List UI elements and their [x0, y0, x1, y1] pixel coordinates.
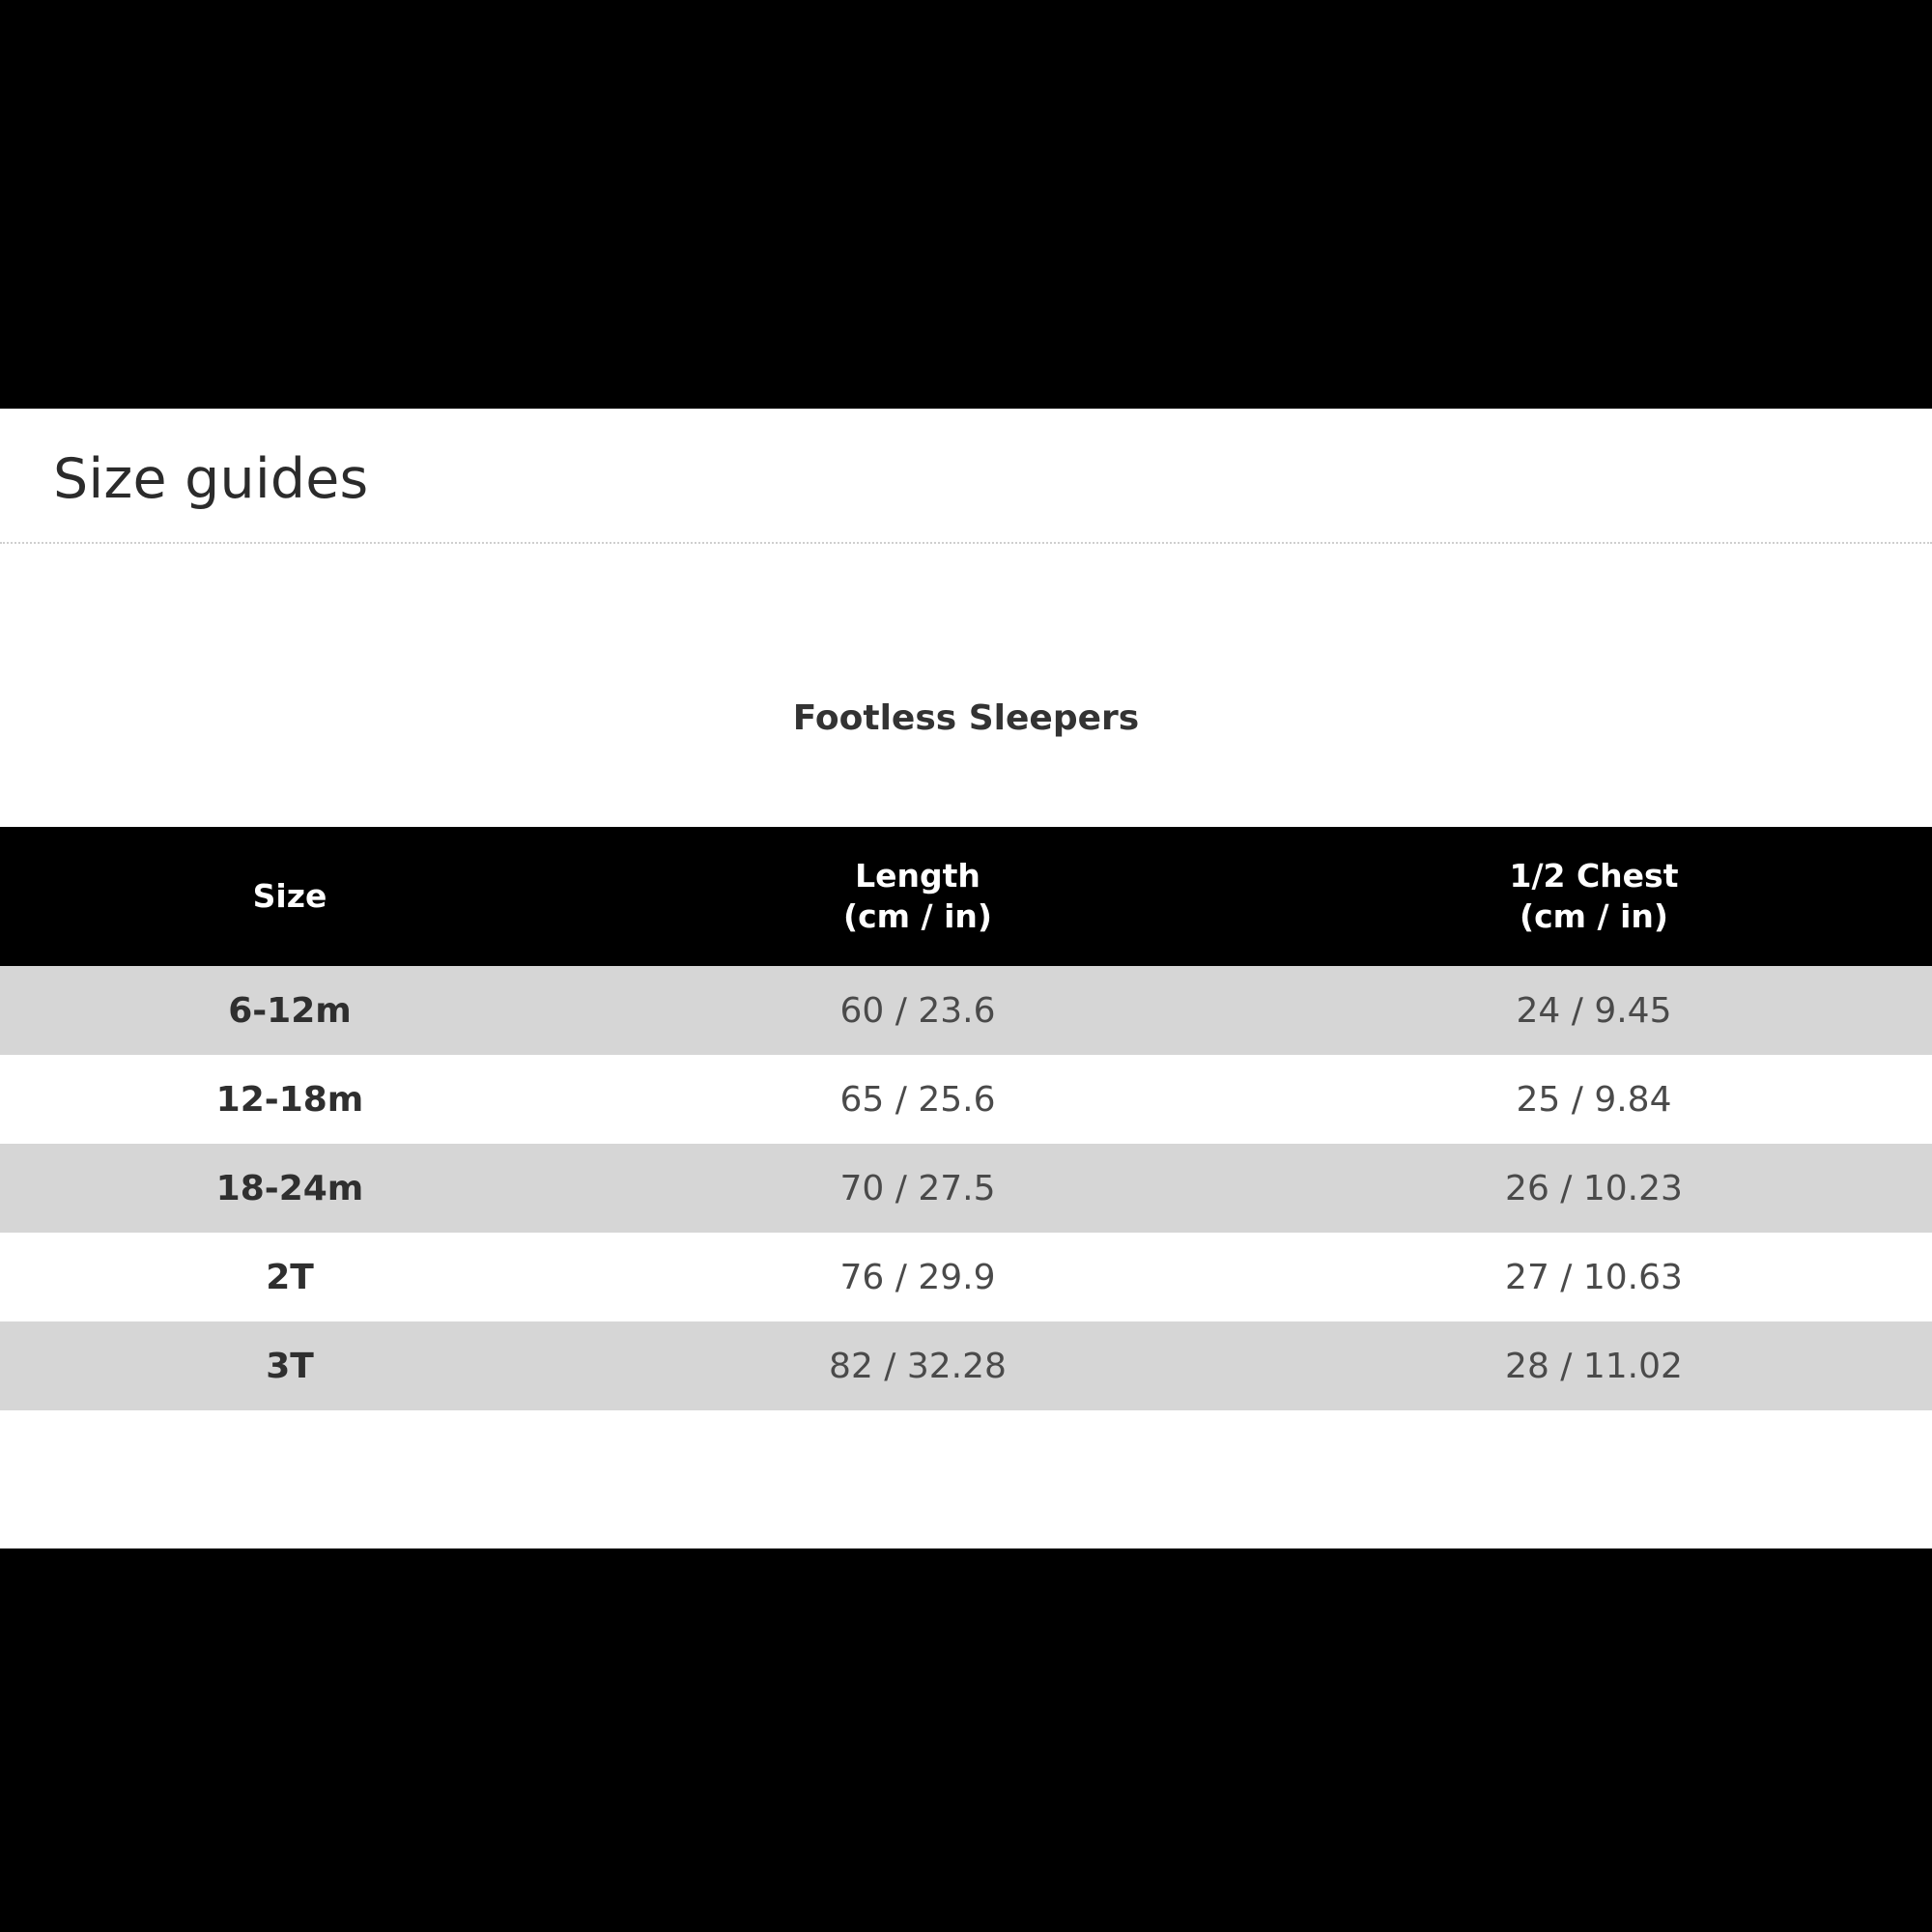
column-header-length: [580, 827, 1256, 966]
table-row: [0, 1233, 1932, 1321]
cell-size: 6-12m: [0, 966, 580, 1055]
column-header-chest-label: 1/2 Chest: [1509, 857, 1679, 895]
column-header-chest-unit: (cm / in): [1520, 897, 1668, 936]
table-row: [0, 1055, 1932, 1144]
size-guide-panel: [0, 409, 1932, 1548]
table-header: [0, 827, 1932, 966]
size-chart-table: [0, 827, 1932, 1410]
cell-size: 18-24m: [0, 1144, 580, 1233]
divider: [0, 542, 1932, 544]
page-title: Size guides: [53, 447, 369, 511]
cell-length: 76 / 29.9: [580, 1233, 1256, 1321]
cell-length: 70 / 27.5: [580, 1144, 1256, 1233]
cell-length: 82 / 32.28: [580, 1321, 1256, 1410]
column-header-length-label: Length: [855, 857, 980, 895]
cell-chest: 27 / 10.63: [1256, 1233, 1932, 1321]
table-row: [0, 1144, 1932, 1233]
table-body: [0, 966, 1932, 1410]
column-header-size-label: Size: [252, 877, 327, 916]
cell-chest: 26 / 10.23: [1256, 1144, 1932, 1233]
cell-chest: 24 / 9.45: [1256, 966, 1932, 1055]
cell-length: 60 / 23.6: [580, 966, 1256, 1055]
table-row: [0, 966, 1932, 1055]
column-header-length-unit: (cm / in): [843, 897, 992, 936]
cell-size: 12-18m: [0, 1055, 580, 1144]
column-header-size: [0, 827, 580, 966]
cell-size: 3T: [0, 1321, 580, 1410]
cell-size: 2T: [0, 1233, 580, 1321]
cell-chest: 28 / 11.02: [1256, 1321, 1932, 1410]
table-row: [0, 1321, 1932, 1410]
header-row: [0, 827, 1932, 966]
cell-length: 65 / 25.6: [580, 1055, 1256, 1144]
cell-chest: 25 / 9.84: [1256, 1055, 1932, 1144]
column-header-chest: [1256, 827, 1932, 966]
guide-name: Footless Sleepers: [792, 698, 1140, 738]
